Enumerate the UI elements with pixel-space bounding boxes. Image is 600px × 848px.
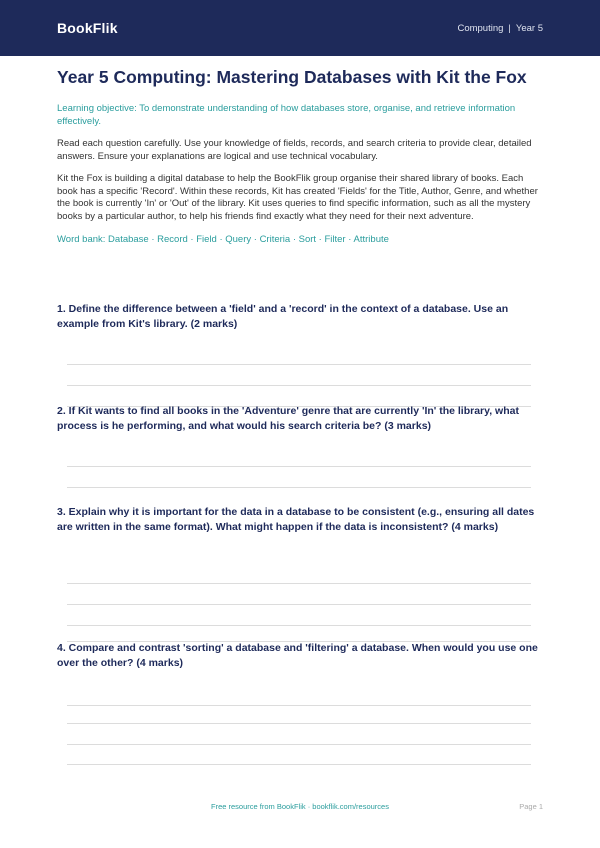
instructions-text: Read each question carefully. Use your knowledge of fields, records, and search criteria to provide clear, detailed answers. Ensure your explanations are logical and use technical vocabulary.: [57, 138, 532, 162]
breadcrumb-subject: Computing: [457, 22, 504, 34]
answer-line[interactable]: [67, 625, 531, 626]
question-4: [57, 641, 543, 671]
answer-line[interactable]: [67, 744, 531, 745]
brand-logo[interactable]: BookFlik: [57, 20, 118, 36]
question-text: 2. If Kit wants to find all books in the 'Adventure' genre that are currently 'In' the library, what process is he performing, and what would his search criteria be? (3 marks): [57, 405, 519, 432]
breadcrumb-separator: |: [508, 22, 511, 34]
answer-line[interactable]: [67, 466, 531, 467]
answer-line[interactable]: [67, 705, 531, 706]
breadcrumb-year: Year 5: [515, 22, 543, 34]
answer-line[interactable]: [67, 583, 531, 584]
footer-resource-link[interactable]: Free resource from BookFlik · bookflik.com/resources: [211, 802, 389, 811]
question-text: 1. Define the difference between a 'field' and a 'record' in the context of a database. Use an example from Kit's library. (2 marks): [57, 303, 509, 330]
answer-line[interactable]: [67, 364, 531, 365]
breadcrumb: [457, 23, 543, 34]
answer-line[interactable]: [67, 385, 531, 386]
page-header: [0, 0, 600, 56]
question-1: [57, 302, 543, 332]
question-2: [57, 404, 543, 434]
answer-line[interactable]: [67, 487, 531, 488]
answer-line[interactable]: [67, 723, 531, 724]
word-bank: Word bank: Database · Record · Field · Query · Criteria · Sort · Filter · Attribute: [57, 234, 389, 245]
answer-line[interactable]: [67, 604, 531, 605]
intro-section: [57, 66, 543, 247]
story-text: Kit the Fox is building a digital database to help the BookFlik group organise their shared library of books. Each book has a specific 'Record'. Within these records, Kit has created 'Fields' for the Title, Author, Genre, and whether the book is currently 'In' or 'Out' of the library. Kit uses queries to find specific information, such as all the mystery books by a particular author, to help his friends find exactly what they need for their next adventure.: [57, 173, 538, 222]
question-text: 3. Explain why it is important for the data in a database to be consistent (e.g., ensuring all dates are written in the same format). What might happen if the data is inconsistent? (4 marks): [57, 506, 535, 533]
question-3: [57, 505, 543, 535]
learning-objective: Learning objective: To demonstrate understanding of how databases store, organise, and retrieve information effectively.: [57, 103, 516, 127]
answer-line[interactable]: [67, 764, 531, 765]
question-text: 4. Compare and contrast 'sorting' a database and 'filtering' a database. When would you use one over the other? (4 marks): [57, 642, 538, 669]
page-title: Year 5 Computing: Mastering Databases with Kit the Fox: [57, 67, 527, 87]
page-number: Page 1: [519, 802, 543, 811]
